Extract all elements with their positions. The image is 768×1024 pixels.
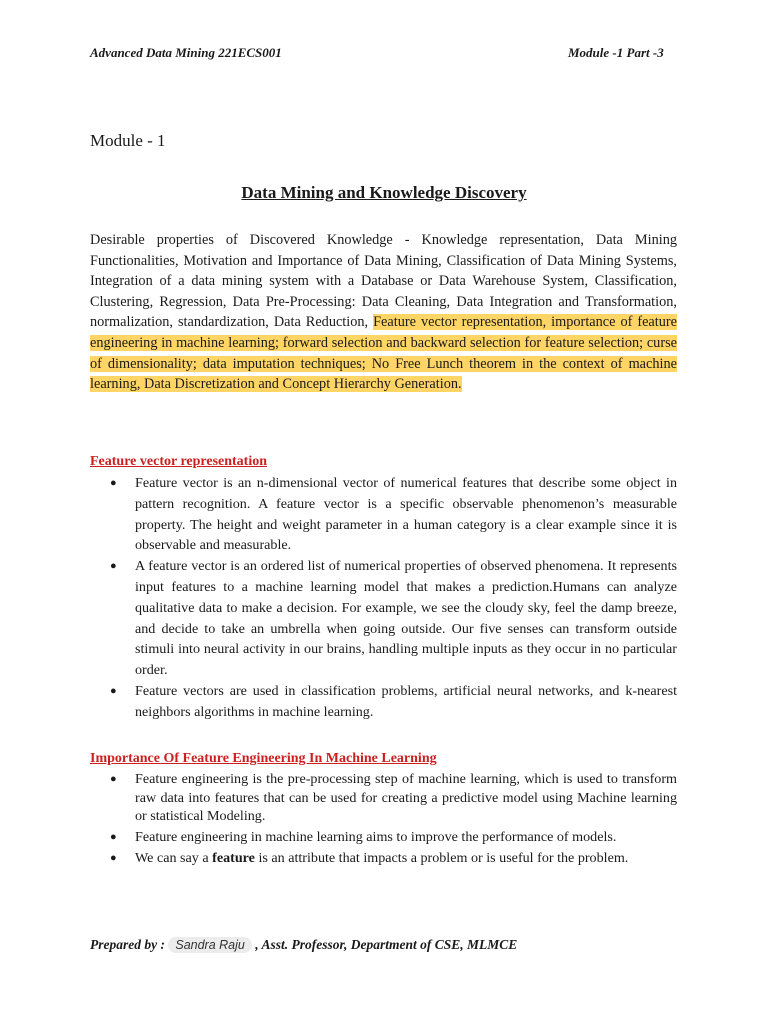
list-item	[90, 681, 677, 723]
bullet-icon: ●	[110, 773, 117, 785]
feature-engineering-list	[90, 770, 677, 870]
list-item-text: Feature vectors are used in classification problems, artificial neural networks, and k-nearest neighbors algorithms in machine learning.	[135, 682, 677, 720]
list-item	[90, 849, 677, 868]
text-segment: is an attribute that impacts a problem or is useful for the problem.	[254, 849, 629, 866]
list-item	[90, 770, 677, 826]
syllabus-paragraph	[90, 230, 677, 395]
list-item-text: Feature engineering in machine learning aims to improve the performance of models.	[135, 829, 617, 846]
bullet-icon: ●	[110, 560, 117, 573]
bold-term: feature	[212, 849, 255, 866]
feature-vector-list	[90, 473, 677, 723]
list-item	[90, 556, 677, 681]
list-item	[90, 473, 677, 556]
syllabus-text: Desirable properties of Discovered Knowledge - Knowledge representation, Data Mining Functionalities, Motivation and Importance of Data Mining, Classification of Data Mining Systems, Integration of a data mining system with a Database or Data Warehouse System, Classification, Clustering, Regression, Data Pre-Processing: Data Cleaning, Data Integration and Transformation, normalization, standardization, Data Reduction,	[90, 232, 677, 331]
highlighted-syllabus-text: Feature vector representation, importance of feature engineering in machine learning; forward selection and backward selection for feature selection; curse of dimensionality; data imputation techniques; No Free Lunch theorem in the context of machine learning, Data Discretization and Concept Hierarchy Generation.	[90, 314, 678, 393]
footer-author-line	[90, 937, 517, 953]
header-module: Module -1 Part -3	[568, 45, 664, 60]
list-item-text: Feature engineering is the pre-processing step of machine learning, which is used to transform raw data into features that can be used for creating a predictive model using Machine learning or statistical Modeling.	[135, 771, 677, 825]
bullet-icon: ●	[110, 477, 117, 489]
bullet-icon: ●	[110, 831, 117, 844]
header-course: Advanced Data Mining 221ECS001	[90, 45, 282, 60]
section-heading-feature-vector: Feature vector representation	[90, 454, 268, 469]
bullet-icon: ●	[110, 684, 117, 697]
list-item-text: Feature vector is an n-dimensional vector of numerical features that describe some object in pattern recognition. A feature vector is a specific observable phenomenon’s measurable property. The height and weight parameter in a human category is a clear example since it is observable and measurable.	[135, 475, 677, 554]
section-heading-feature-engineering: Importance Of Feature Engineering In Machine Learning	[90, 751, 437, 766]
list-item-text: A feature vector is an ordered list of numerical properties of observed phenomena. It represents input features to a machine learning model that makes a prediction.Humans can analyze qualitative data to make a decision. For example, we see the cloudy sky, feel the damp breeze, and decide to take an umbrella when going outside. Our five senses can transform outside stimuli into neural activity in our brains, handling multiple inputs as they occur in no particular order.	[135, 558, 677, 679]
list-item	[90, 828, 677, 847]
bullet-icon: ●	[110, 851, 117, 864]
text-segment: We can say a	[135, 849, 213, 866]
page-title: Data Mining and Knowledge Discovery	[241, 183, 527, 202]
footer-prefix: Prepared by :	[90, 937, 169, 952]
module-title: Module - 1	[90, 131, 166, 150]
footer-suffix: , Asst. Professor, Department of CSE, MLMCE	[251, 937, 518, 952]
author-name-chip[interactable]: Sandra Raju	[168, 937, 252, 953]
list-item-text	[135, 850, 628, 866]
